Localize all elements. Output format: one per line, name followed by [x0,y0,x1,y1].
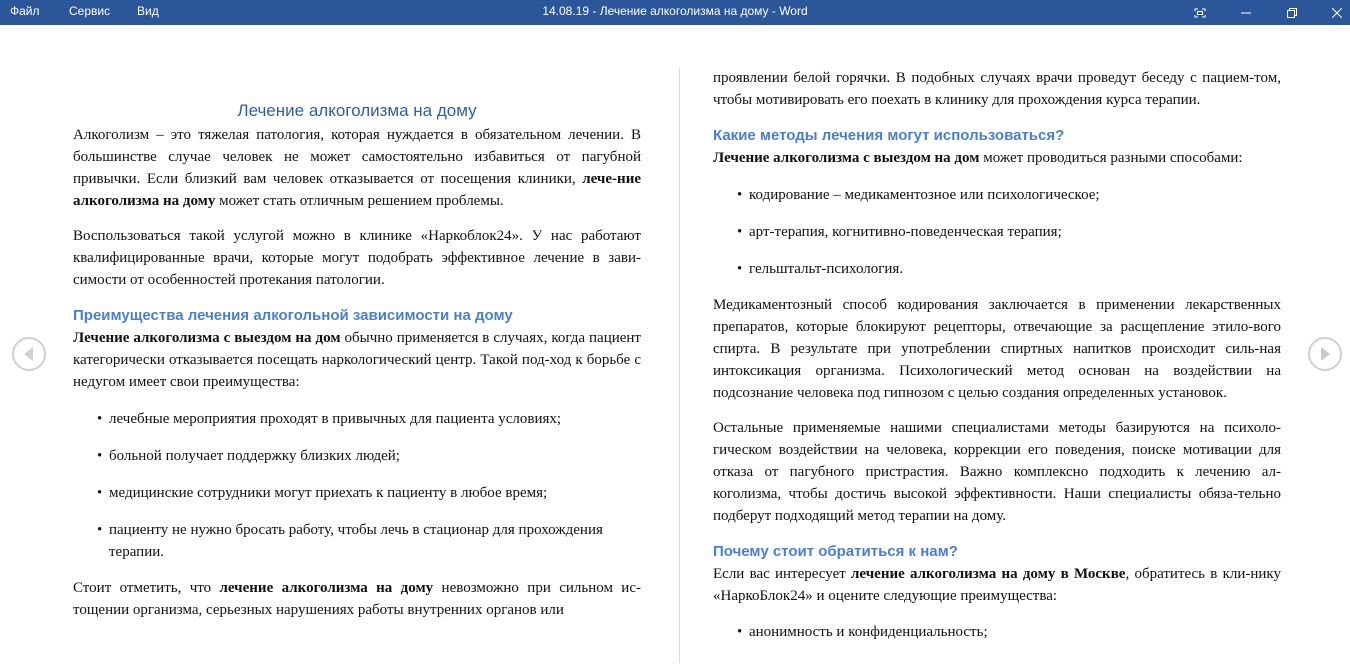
paragraph-contact: Если вас интересует лечение алкоголизма на дому в Москве, обратитесь в кли-нику «НаркоБлок24» и оцените следующие преимущества: [713,566,1282,604]
restore-icon [1287,8,1297,18]
paragraph-home-treatment: Лечение алкоголизма с выездом на дом обычно применяется в случаях, когда пациент категорически отказывается посещать наркологический центр. Такой под-ход к борьбе с недугом имеет свои преимущества: [73,330,641,390]
window-title: 14.08.19 - Лечение алкоголизма на дому - Word [542,4,808,18]
previous-page-button[interactable] [12,337,46,371]
fit-view-icon [1194,8,1206,18]
next-page-button[interactable] [1308,337,1342,371]
list-item: • гельштальт-психология. [737,261,904,277]
benefits-list [713,621,1281,643]
heading-methods: Какие методы лечения могут использоваться? [713,127,1065,144]
list-item: • лечебные мероприятия проходят в привычных для пациента условиях; [97,411,562,427]
paragraph-clinic: Воспользоваться такой услугой можно в клинике «Наркоблок24». У нас работают квалифицированные врачи, которые могут подобрать эффективное лечение в зави-симости от особенностей протекания патологии. [73,228,641,288]
close-icon [1332,8,1342,18]
menu-file[interactable]: Файл [10,4,40,18]
menu-view[interactable]: Вид [137,4,159,18]
list-item: • арт-терапия, когнитивно-поведенческая терапия; [737,224,1062,240]
left-page [73,100,641,621]
paragraph-other-methods: Остальные применяемые нашими специалистами методы базируются на психоло-гическом воздействии на человека, коррекции его поведения, поиске мотивации для отказа от пагубного пристрастия. Важно комплексно подходить к лечению ал-коголизма, чтобы достичь высокой эффективности. Наши специалисты обяза-тельно подберут подходящий метод терапии на дому. [713,420,1281,524]
minimize-icon [1241,8,1251,18]
heading-why-us: Почему стоит обратиться к нам? [713,543,958,560]
methods-list [713,184,1281,280]
paragraph-intro: Алкоголизм – это тяжелая патология, которая нуждается в обязательном лечении. В большинстве случае человек не может самостоятельно избавиться от пагубной привычки. Если близкий вам человек отказывается от посещения клиники, лече-ние алкоголизма на дому может стать отличным решением проблемы. [73,127,641,209]
minimize-button[interactable] [1223,0,1269,25]
paragraph-continued: проявлении белой горячки. В подобных случаях врачи проведут беседу с пацием-том, чтобы мотивировать его поехать в клинику для прохождения курса терапии. [713,70,1281,108]
chevron-right-icon [1318,346,1332,362]
advantages-list [73,408,641,563]
page-divider [679,68,680,663]
menu-service[interactable]: Сервис [69,4,111,18]
heading-advantages: Преимущества лечения алкогольной зависимости на дому [73,307,513,324]
chevron-left-icon [22,346,36,362]
close-button[interactable] [1314,0,1350,25]
paragraph-methods-intro: Лечение алкоголизма с выездом на дом может проводиться разными способами: [713,150,1243,166]
paragraph-coding: Медикаментозный способ кодирования заключается в применении лекарственных препаратов, которые блокируют рецепторы, отвечающие за расщепление этило-вого спирта. В результате при употреблении спиртных напитков происходит силь-ная интоксикация организма. Психологический метод основан на воздействии на подсознание человека под гипнозом с целью создания определенных установок. [713,297,1281,401]
document-title: Лечение алкоголизма на дому [237,101,477,120]
list-item: • пациенту не нужно бросать работу, чтобы лечь в стационар для прохождения терапии. [97,522,603,560]
title-bar [0,0,1350,25]
list-item: • анонимность и конфиденциальность; [737,624,988,640]
list-item: • больной получает поддержку близких людей; [97,448,400,464]
right-page [713,67,1281,643]
fit-view-button[interactable] [1177,0,1223,25]
restore-button[interactable] [1269,0,1315,25]
list-item: • медицинские сотрудники могут приехать к пациенту в любое время; [97,485,548,501]
list-item: • кодирование – медикаментозное или психологическое; [737,187,1100,203]
paragraph-contraindications: Стоит отметить, что лечение алкоголизма на дому невозможно при сильном ис-тощении организма, серьезных нарушениях работы внутренних органов или [73,580,641,618]
